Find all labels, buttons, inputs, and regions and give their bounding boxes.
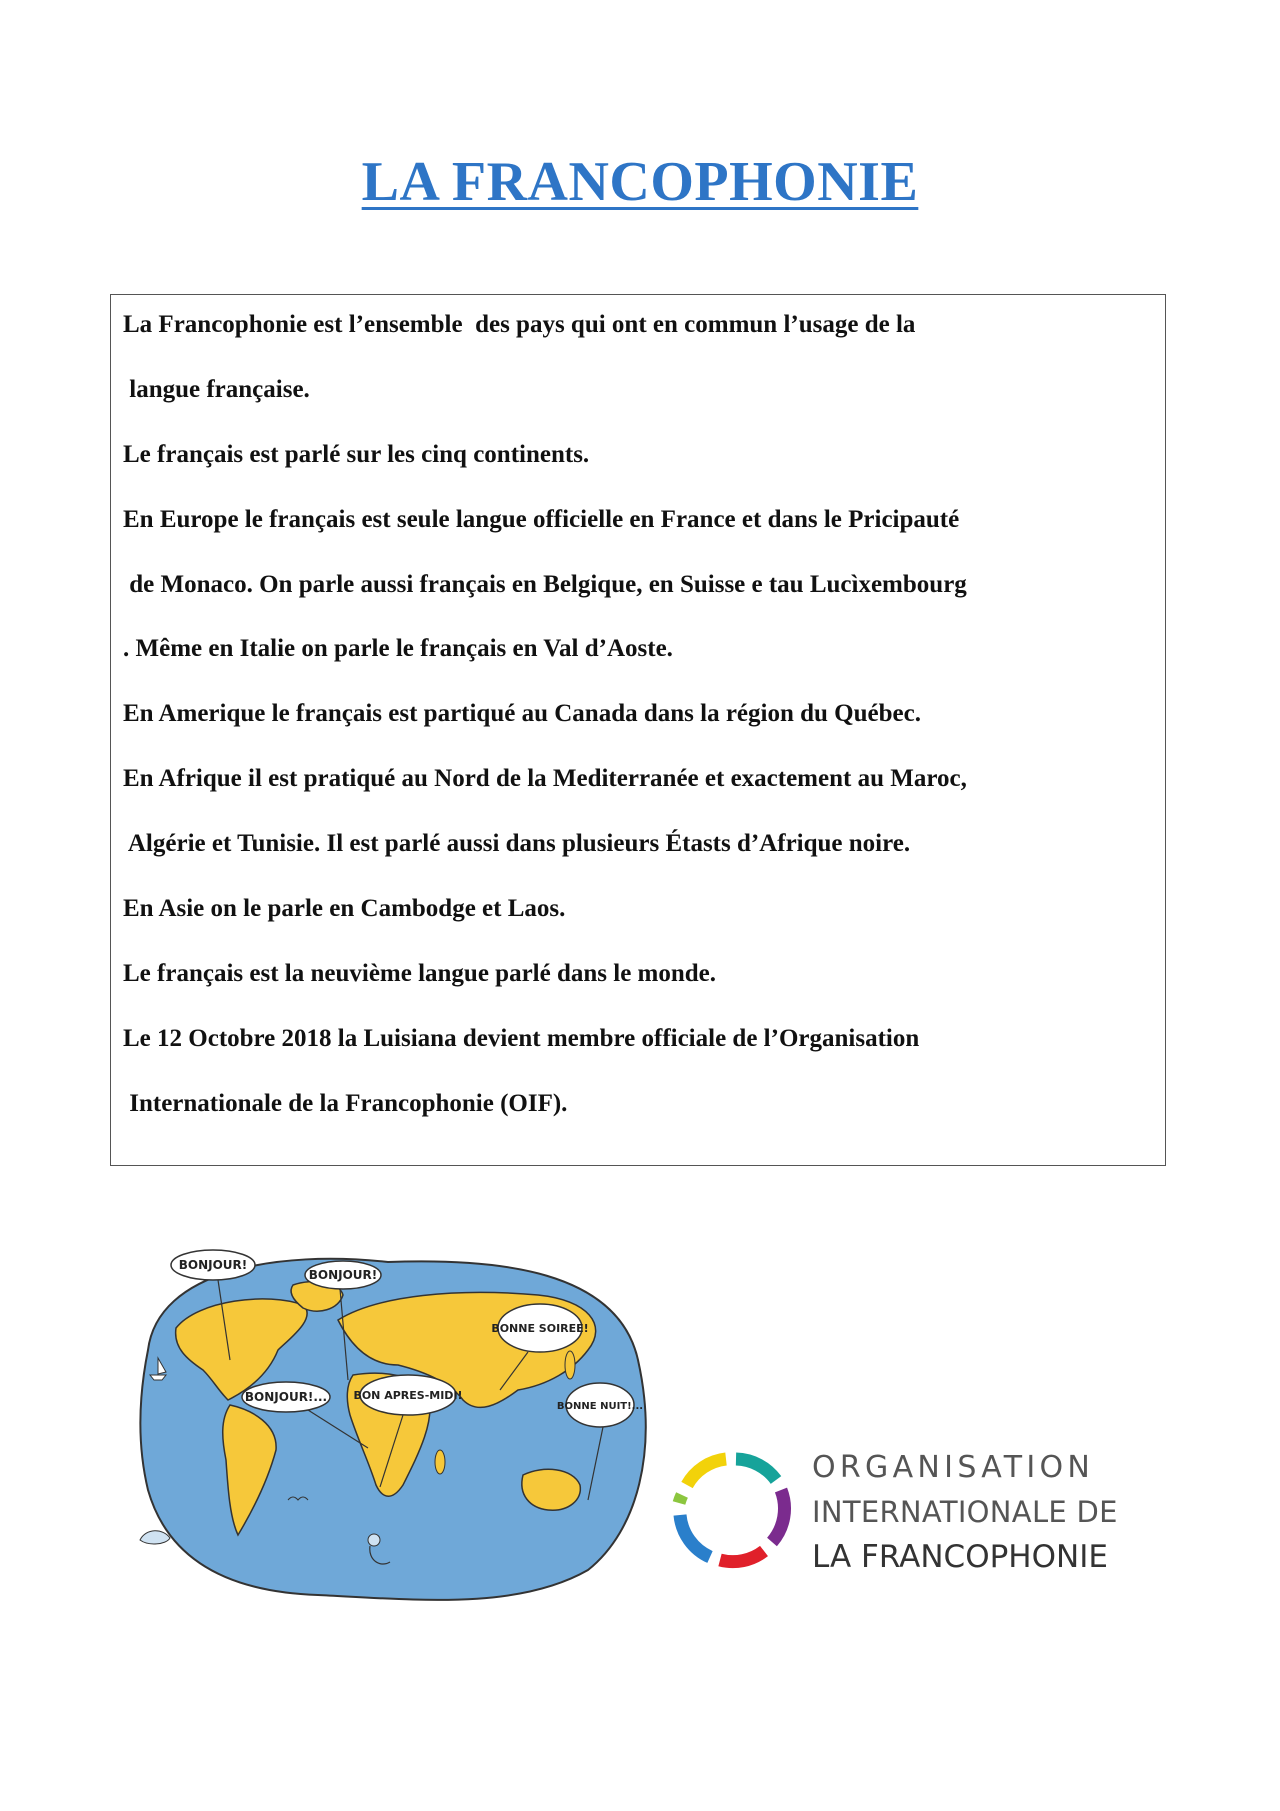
svg-text:BON APRES-MIDI!: BON APRES-MIDI! [353, 1389, 463, 1402]
text-line: Le français est la neuvième langue parlé dans le monde. [123, 959, 717, 987]
ring-segment [736, 1459, 776, 1480]
svg-text:BONNE SOIREE!: BONNE SOIREE! [491, 1322, 589, 1335]
oif-wordmark [812, 1446, 1118, 1580]
ring-segment [720, 1551, 764, 1562]
text-line: Algérie et Tunisie. Il est parlé aussi dans plusieurs Étasts d’Afrique noire. [123, 830, 911, 858]
svg-text:BONJOUR!: BONJOUR! [178, 1258, 248, 1272]
ring-segment [679, 1495, 682, 1503]
svg-text:BONJOUR!...: BONJOUR!... [244, 1390, 328, 1404]
text-line: langue française. [123, 375, 310, 403]
land-australia [522, 1469, 581, 1510]
oif-line-3: LA FRANCOPHONIE [812, 1539, 1108, 1575]
text-line: En Asie on le parle en Cambodge et Laos. [123, 895, 566, 923]
text-line: La Francophonie est l’ensemble des pays qui ont en commun l’usage de la [123, 311, 916, 338]
land-japan [565, 1351, 575, 1379]
land-madagascar [435, 1450, 445, 1474]
text-box [110, 294, 1166, 1166]
text-line: Le 12 Octobre 2018 la Luisiana devient membre officiale de l’Organisation [123, 1024, 920, 1052]
whale-icon [140, 1531, 170, 1544]
text-line: Le français est parlé sur les cinq continents. [123, 440, 590, 468]
oif-logo-ring [660, 1440, 800, 1580]
ring-segment [680, 1515, 710, 1557]
page-title: LA FRANCOPHONIE [361, 151, 919, 213]
ring-segment [772, 1490, 784, 1542]
oif-line-1: ORGANISATION [812, 1450, 1095, 1485]
text-line: de Monaco. On parle aussi français en Belgique, en Suisse e tau Lucìxembourg [123, 570, 967, 598]
oif-line-2: INTERNATIONALE DE [812, 1495, 1118, 1529]
text-line: . Même en Italie on parle le français en Val d’Aoste. [123, 635, 673, 663]
text-line: En Amerique le français est partiqué au Canada dans la région du Québec. [123, 700, 921, 728]
text-line: Internationale de la Francophonie (OIF). [123, 1089, 568, 1117]
text-line: En Europe le français est seule langue officielle en France et dans le Pricipauté [123, 505, 960, 533]
world-map-illustration [118, 1200, 658, 1610]
svg-text:BONNE NUIT!...: BONNE NUIT!... [556, 1401, 644, 1412]
svg-text:BONJOUR!: BONJOUR! [308, 1268, 378, 1282]
text-line: En Afrique il est pratiqué au Nord de la Mediterranée et exactement au Maroc, [123, 765, 967, 793]
ring-segment [687, 1459, 726, 1485]
